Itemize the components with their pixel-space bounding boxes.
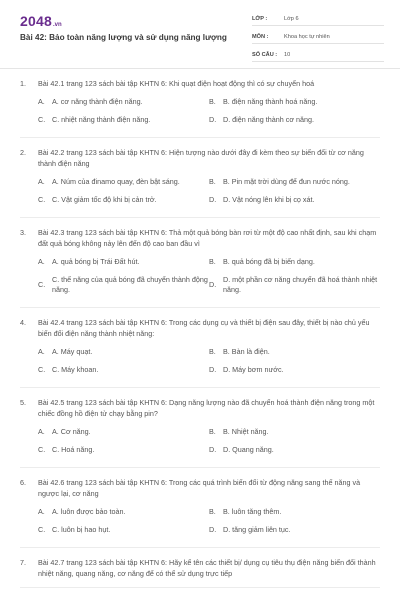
question-body: Bài 42.1 trang 123 sách bài tập KHTN 6: Khi quạt điện hoạt động thì có sự chuyển hoá — [38, 79, 315, 88]
question-item — [20, 218, 380, 308]
option-key: D. — [209, 365, 217, 374]
question-number: 3. — [20, 228, 26, 237]
option-key: A. — [38, 507, 45, 516]
option-text: B. quả bóng đã bị biến dạng. — [223, 257, 315, 266]
option-key: C. — [38, 445, 46, 454]
meta-value: Khoa học tự nhiên — [284, 33, 330, 40]
question-item — [20, 69, 380, 138]
answer-options — [38, 173, 380, 209]
question-text — [20, 557, 380, 579]
question-item — [20, 138, 380, 218]
answer-option[interactable] — [38, 503, 209, 521]
question-text — [20, 147, 380, 169]
question-body: Bài 42.7 trang 123 sách bài tập KHTN 6: Hãy kể tên các thiết bị/ dụng cụ tiêu thụ điện năng biến đổi thành nhiệt năng, quang năng, cơ năng để có thể sử dụng trực tiếp — [38, 558, 376, 578]
option-text: C. Hoá năng. — [52, 445, 95, 454]
answer-option[interactable] — [38, 253, 209, 271]
option-text: A. quả bóng bị Trái Đất hút. — [52, 257, 140, 266]
question-body: Bài 42.3 trang 123 sách bài tập KHTN 6: Thả một quả bóng bàn rơi từ một độ cao nhất định, sau khi chạm đất quả bóng không nảy lên đến độ cao ban đầu vì — [38, 228, 377, 248]
brand-tld: .vn — [52, 22, 62, 28]
question-number: 4. — [20, 318, 26, 327]
answer-option[interactable] — [209, 173, 380, 191]
answer-option[interactable] — [209, 111, 380, 129]
question-number: 6. — [20, 478, 26, 487]
answer-option[interactable] — [38, 361, 209, 379]
option-key: D. — [209, 280, 217, 289]
option-text: B. Bàn là điện. — [223, 347, 270, 356]
option-key: A. — [38, 177, 45, 186]
option-key: B. — [209, 177, 216, 186]
answer-option[interactable] — [209, 271, 380, 299]
option-key: C. — [38, 115, 46, 124]
answer-option[interactable] — [38, 343, 209, 361]
option-text: B. Pin mặt trời dùng để đun nước nóng. — [223, 177, 350, 186]
page-title: Bài 42: Bảo toàn năng lượng và sử dụng năng lượng — [20, 33, 227, 42]
question-number: 7. — [20, 558, 26, 567]
answer-option[interactable] — [209, 521, 380, 539]
answer-option[interactable] — [38, 441, 209, 459]
answer-option[interactable] — [38, 191, 209, 209]
question-text — [20, 78, 380, 89]
question-number: 2. — [20, 148, 26, 157]
option-text: D. Quang năng. — [223, 445, 274, 454]
option-text: C. Vật giảm tốc độ khi bị cản trở. — [52, 195, 157, 204]
option-text: B. luôn tăng thêm. — [223, 507, 282, 516]
option-key: D. — [209, 195, 217, 204]
meta-value: Lớp 6 — [284, 15, 299, 22]
option-key: B. — [209, 257, 216, 266]
option-text: D. Vật nóng lên khi bị cọ xát. — [223, 195, 315, 204]
option-text: B. Nhiệt năng. — [223, 427, 269, 436]
answer-option[interactable] — [209, 93, 380, 111]
option-text: A. Cơ năng. — [52, 427, 91, 436]
option-key: D. — [209, 445, 217, 454]
meta-row-count — [252, 48, 384, 62]
option-key: D. — [209, 115, 217, 124]
meta-row-subject — [252, 30, 384, 44]
answer-option[interactable] — [38, 521, 209, 539]
meta-value: 10 — [284, 51, 291, 58]
option-text: C. luôn bị hao hụt. — [52, 525, 111, 534]
option-key: B. — [209, 427, 216, 436]
question-number: 1. — [20, 79, 26, 88]
answer-option[interactable] — [209, 343, 380, 361]
answer-option[interactable] — [38, 271, 209, 299]
answer-option[interactable] — [209, 253, 380, 271]
answer-options — [38, 503, 380, 539]
answer-option[interactable] — [209, 191, 380, 209]
meta-label: LỚP : — [252, 15, 268, 22]
answer-options — [38, 253, 380, 299]
answer-option[interactable] — [38, 423, 209, 441]
answer-option[interactable] — [209, 441, 380, 459]
answer-options — [38, 343, 380, 379]
option-key: B. — [209, 347, 216, 356]
answer-option[interactable] — [38, 173, 209, 191]
brand-logo[interactable] — [20, 13, 62, 29]
option-text: B. điện năng thành hoá năng. — [223, 97, 318, 106]
header — [0, 0, 400, 69]
question-text — [20, 317, 380, 339]
option-key: A. — [38, 427, 45, 436]
question-body: Bài 42.6 trang 123 sách bài tập KHTN 6: Trong các quá trình biến đổi từ động năng sang thế năng và ngược lại, cơ năng — [38, 478, 361, 498]
option-key: C. — [38, 195, 46, 204]
option-key: A. — [38, 347, 45, 356]
meta-info — [252, 12, 384, 66]
question-item — [20, 388, 380, 468]
option-key: C. — [38, 365, 46, 374]
question-body: Bài 42.5 trang 123 sách bài tập KHTN 6: Dạng năng lượng nào đã chuyển hoá thành điện năng trong một chiếc đồng hồ điện tử chạy bằng pin? — [38, 398, 375, 418]
option-text: D. điện năng thành cơ năng. — [223, 115, 315, 124]
option-key: B. — [209, 97, 216, 106]
meta-label: MÔN : — [252, 33, 269, 40]
question-text — [20, 397, 380, 419]
question-number: 5. — [20, 398, 26, 407]
option-text: C. Máy khoan. — [52, 365, 99, 374]
option-key: C. — [38, 525, 46, 534]
answer-option[interactable] — [38, 111, 209, 129]
question-item — [20, 468, 380, 548]
option-text: D. tăng giảm liên tục. — [223, 525, 291, 534]
meta-label: SỐ CÂU : — [252, 51, 278, 58]
option-text: A. cơ năng thành điện năng. — [52, 97, 143, 106]
option-key: C. — [38, 280, 46, 289]
option-key: A. — [38, 257, 45, 266]
option-key: A. — [38, 97, 45, 106]
question-body: Bài 42.2 trang 123 sách bài tập KHTN 6: Hiện tượng nào dưới đây đi kèm theo sự biến đổi từ cơ năng thành điện năng — [38, 148, 364, 168]
question-text — [20, 227, 380, 249]
question-item — [20, 548, 380, 588]
option-key: D. — [209, 525, 217, 534]
question-item — [20, 308, 380, 388]
option-key: B. — [209, 507, 216, 516]
meta-row-class — [252, 12, 384, 26]
answer-options — [38, 423, 380, 459]
question-body: Bài 42.4 trang 123 sách bài tập KHTN 6: Trong các dụng cụ và thiết bị điện sau đây, thiết bị nào chủ yếu biến đổi điện năng thành nhiệt năng: — [38, 318, 370, 338]
answer-options — [38, 93, 380, 129]
answer-option[interactable] — [209, 361, 380, 379]
brand-name: 2048 — [20, 13, 52, 29]
option-text: D. một phần cơ năng chuyển đã hoá thành nhiệt năng. — [223, 275, 378, 294]
answer-option[interactable] — [38, 93, 209, 111]
question-text — [20, 477, 380, 499]
option-text: A. Máy quạt. — [52, 347, 93, 356]
answer-option[interactable] — [209, 503, 380, 521]
option-text: D. Máy bơm nước. — [223, 365, 284, 374]
option-text: C. thế năng của quả bóng đã chuyển thành động năng. — [52, 275, 208, 294]
option-text: A. Núm của đinamo quay, đèn bật sáng. — [52, 177, 180, 186]
option-text: C. nhiệt năng thành điện năng. — [52, 115, 151, 124]
question-list — [0, 69, 400, 588]
option-text: A. luôn được bảo toàn. — [52, 507, 126, 516]
answer-option[interactable] — [209, 423, 380, 441]
